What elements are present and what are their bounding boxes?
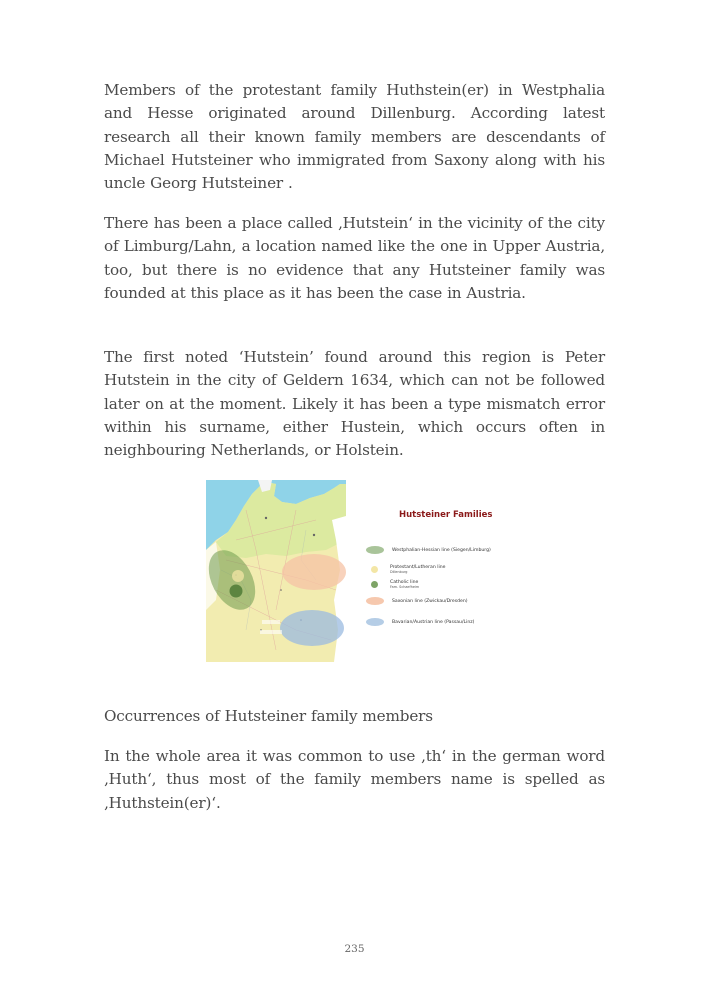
page-number: 235 — [344, 943, 365, 955]
legend-label: Saxonian line (Zwickau/Dresden) — [392, 598, 468, 604]
legend-item-westphalian — [366, 544, 491, 556]
paragraph-first-noted: The first noted ‘Hutstein’ found around this region is Peter Hutstein in the city of Geldern 1634, which can not be followed later on at the moment. Likely it has been a type mismatch error within his surname, either Hustein, which occurs often in neighbouring Netherlands, or Holstein. — [104, 348, 605, 460]
paragraph-limburg-place: There has been a place called ‚Hutstein‘ in the vicinity of the city of Limburg/Lahn, a location named like the one in Upper Austria, too, but there is no evidence that any Hutsteiner family was founded at this place as it has been the case in Austria. — [104, 214, 605, 302]
germany-map-image — [206, 480, 346, 662]
blue-ellipse-icon — [366, 618, 384, 626]
yellow-dot-icon — [371, 566, 378, 573]
legend-label: Protestant/Lutheran line Dillenburg — [390, 564, 446, 574]
legend-label: Bavarian/Austrian line (Passau/Linz) — [392, 619, 475, 625]
orange-ellipse-icon — [366, 597, 384, 605]
legend-label: Westphalian-Hessian line (Siegen/Limburg) — [392, 547, 491, 553]
legend-item-bavarian — [366, 616, 474, 628]
legend-label: Catholic line Fam. Schaefheim — [390, 579, 420, 589]
section-heading: Occurrences of Hutsteiner family members — [104, 707, 433, 725]
legend-item-saxonian — [366, 595, 468, 607]
figure-title: Hutsteiner Families — [399, 510, 493, 520]
hutsteiner-families-figure — [204, 478, 504, 666]
paragraph-spelling: In the whole area it was common to use ‚th‘ in the german word ‚Huth‘, thus most of the family members name is spelled as ‚Huthstein(er)‘. — [104, 747, 605, 812]
green-ellipse-icon — [366, 546, 384, 554]
green-dot-icon — [371, 581, 378, 588]
legend-item-protestant — [366, 563, 445, 575]
legend-item-catholic — [366, 578, 419, 590]
paragraph-origins: Members of the protestant family Huthstein(er) in Westphalia and Hesse originated around Dillenburg. According latest research all their known family members are descendants of Michael Hutsteiner who immigrated from Saxony along with his uncle Georg Hutsteiner . — [104, 81, 605, 193]
